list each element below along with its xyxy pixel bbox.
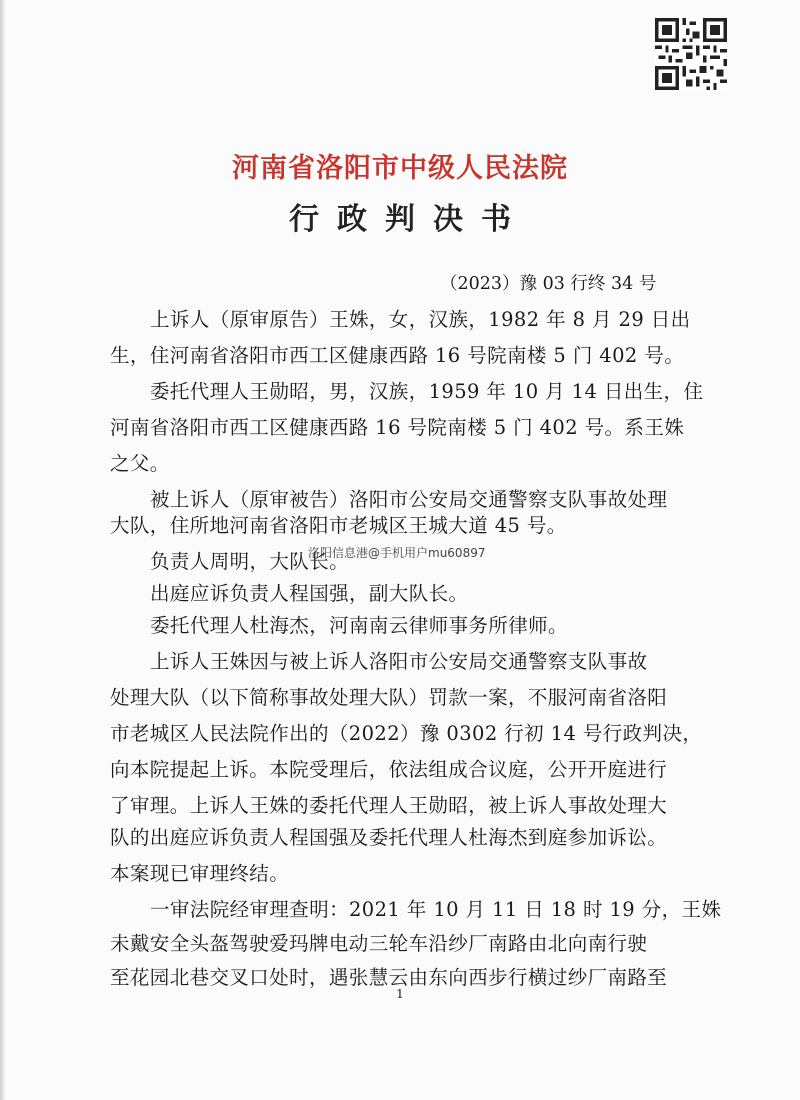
qr-code-icon [655,18,727,90]
body-line: 队的出庭应诉负责人程国强及委托代理人杜海杰到庭参加诉讼。 [110,826,668,849]
body-line: 出庭应诉负责人程国强，副大队长。 [150,582,469,605]
body-line: 了审理。上诉人王姝的委托代理人王勋昭，被上诉人事故处理大 [110,794,668,817]
body-line: 未戴安全头盔驾驶爱玛牌电动三轮车沿纱厂南路由北向南行驶 [110,932,648,955]
body-line: 上诉人王姝因与被上诉人洛阳市公安局交通警察支队事故 [150,650,648,673]
body-line: 被上诉人（原审被告）洛阳市公安局交通警察支队事故处理 [150,488,668,511]
body-line: 至花园北巷交叉口处时，遇张慧云由东向西步行横过纱厂南路至 [110,966,668,989]
body-line: 委托代理人王勋昭，男，汉族，1959 年 10 月 14 日出生，住 [150,380,704,403]
body-line: 委托代理人杜海杰，河南南云律师事务所律师。 [150,614,568,637]
body-line: 处理大队（以下简称事故处理大队）罚款一案，不服河南省洛阳 [110,686,668,709]
page-number: 1 [396,987,404,1001]
body-line: 负责人周明，大队长。 [150,550,350,573]
court-name: 河南省洛阳市中级人民法院 [232,153,568,184]
body-line: 市老城区人民法院作出的（2022）豫 0302 行初 14 号行政判决， [110,722,703,745]
body-line: 一审法院经审理查明：2021 年 10 月 11 日 18 时 19 分，王姝 [150,898,722,921]
watermark: 洛阳信息港@手机用户mu60897 [308,546,486,560]
body-line: 之父。 [110,452,170,475]
case-number: （2023）豫 03 行终 34 号 [440,274,657,294]
body-line: 上诉人（原审原告）王姝，女，汉族，1982 年 8 月 29 日出 [150,308,691,331]
document-title: 行政判决书 [289,202,529,237]
body-line: 河南省洛阳市西工区健康西路 16 号院南楼 5 门 402 号。系王姝 [110,416,685,439]
body-line: 生，住河南省洛阳市西工区健康西路 16 号院南楼 5 门 402 号。 [110,344,685,367]
body-line: 大队，住所地河南省洛阳市老城区王城大道 45 号。 [110,514,567,537]
body-line: 向本院提起上诉。本院受理后，依法组成合议庭，公开开庭进行 [110,758,668,781]
body-line: 本案现已审理终结。 [110,862,290,885]
